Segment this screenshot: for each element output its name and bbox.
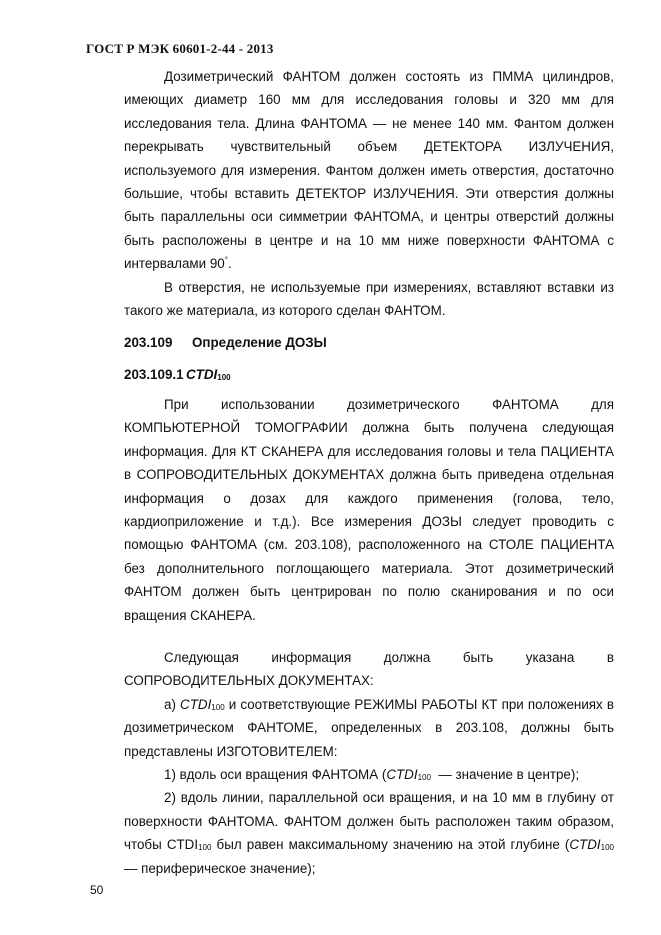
paragraph-inserts: В отверстия, не используемые при измерениях, вставляют вставки из такого же материала, из которого сделан ФАНТОМ. (124, 279, 614, 319)
phantom-description-block (124, 65, 614, 322)
section-number: 203.109 (124, 335, 173, 350)
document-header: ГОСТ Р МЭК 60601-2-44 - 2013 (86, 41, 274, 56)
paragraph-phantom-description: Дозиметрический ФАНТОМ должен состоять из ПММА цилиндров, имеющих диаметр 160 мм для исследования головы и 320 мм для исследования тела. Длина ФАНТОМА — не менее 140 мм. Фантом должен перекрывать чувствительный объем ДЕТЕКТОРА ИЗЛУЧЕНИЯ, используемого для измерения. Фантом должен иметь отверстия, достаточно большие, чтобы вставить ДЕТЕКТОР ИЗЛУЧЕНИЯ. Эти отверстия должны быть параллельны оси симметрии ФАНТОМА, и центры отверстий должны быть расположены в центре и на 10 мм ниже поверхности ФАНТОМА с интервалами 90°. (124, 69, 614, 272)
degree-mark: ° (224, 255, 228, 265)
page-number: 50 (90, 883, 104, 897)
section-title: Определение ДОЗЫ (192, 335, 327, 350)
ctdi-subscript: 100 (217, 373, 231, 382)
section-number: 203.109.1 (124, 367, 184, 382)
section-heading-ctdi100 (124, 363, 614, 386)
ctdi-label: CTDI (186, 367, 218, 382)
section-heading-dose-definition (124, 331, 614, 354)
list-item-1: 1) вдоль оси вращения ФАНТОМА ($CTDI_{100}$ — значение в центре); (164, 767, 580, 783)
paragraph-following-info: Следующая информация должна быть указана в СОПРОВОДИТЕЛЬНЫХ ДОКУМЕНТАХ: (124, 650, 614, 689)
paragraph-ct-dose-info: При использовании дозиметрического ФАНТОМА для КОМПЬЮТЕРНОЙ ТОМОГРАФИИ должна быть получена следующая информация. Для КТ СКАНЕРА для исследования головы и тела ПАЦИЕНТА в СОПРОВОДИТЕЛЬНЫХ ДОКУМЕНТАХ должна быть приведена отдельная информация о дозах для каждого применения (голова, тело, кардиоприложение и т.д.). Все измерения ДОЗЫ следует проводить с помощью ФАНТОМА (см. 203.108), расположенного на СТОЛЕ ПАЦИЕНТА без дополнительного поглощающего материала. Этот дозиметрический ФАНТОМ должен быть центрирован по полю сканирования и по оси вращения СКАНЕРА. (124, 397, 614, 623)
required-information-block (124, 646, 614, 880)
list-item-2: 2) вдоль линии, параллельной оси вращения, и на 10 мм в глубину от поверхности ФАНТОМА. ФАНТОМ должен быть расположен таким образом, чтобы $CTDI_{100}$ был равен максимальному значению на этой глубине ($CTDI_{100}$ — периферическое значение); (124, 790, 614, 876)
list-item-a: а) $CTDI_{100}$ и соответствующие РЕЖИМЫ РАБОТЫ КТ при положениях в дозиметрическом ФАНТОМЕ, определенных в 203.108, должны быть представлены ИЗГОТОВИТЕЛЕМ: (124, 696, 614, 759)
section-203-109 (124, 331, 614, 354)
ctdi-information-block (124, 393, 614, 627)
section-203-109-1 (124, 363, 614, 386)
